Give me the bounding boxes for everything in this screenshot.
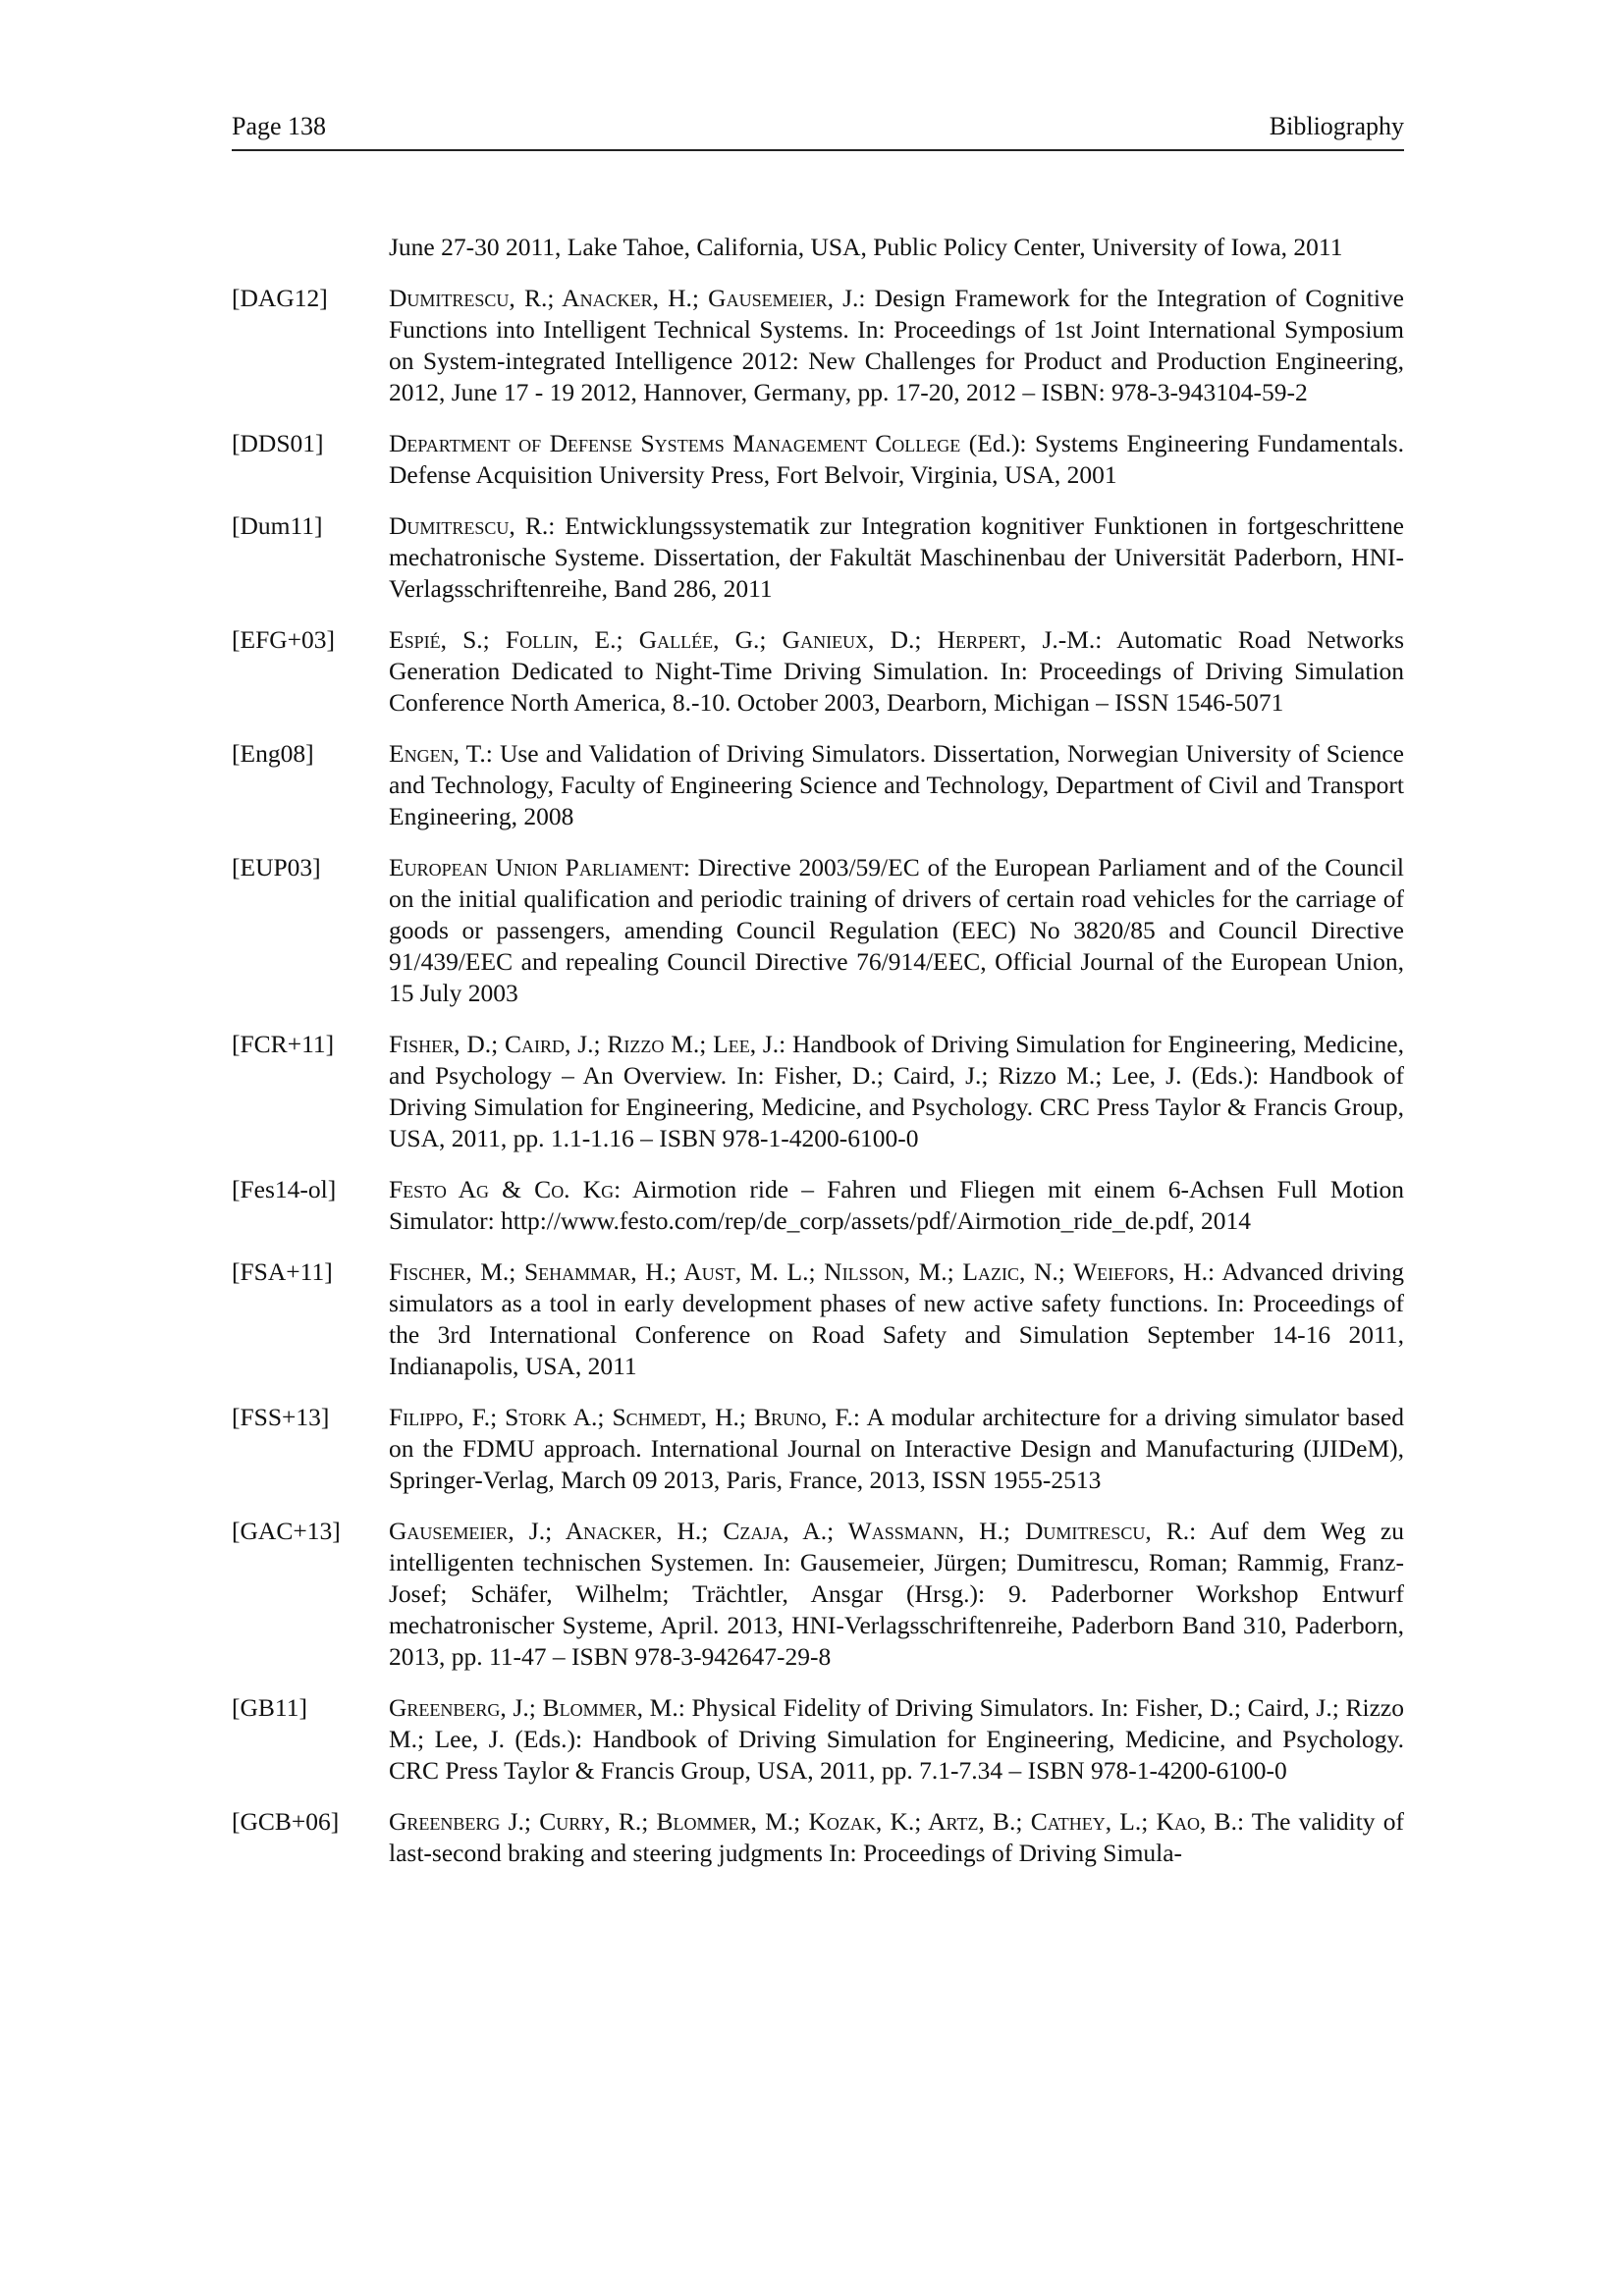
citation-text [389,852,1404,1009]
citation-key: [Fes14-ol] [232,1175,337,1203]
citation-body: : Airmotion ride – Fahren und Fliegen mit einem 6-Achsen Full Motion Simulator: http://www.festo.com/rep/de_corp/assets/pdf/Airmotion_ride_de.pdf, 2014 [389,1175,1404,1235]
bibliography-entry [232,1692,1404,1787]
citation-key: [GB11] [232,1693,307,1722]
citation-body: June 27-30 2011, Lake Tahoe, California, USA, Public Policy Center, University of Iowa, 2011 [389,233,1343,261]
citation-body: : Design Framework for the Integration of Cognitive Functions into Intelligent Technical Systems. In: Proceedings of 1st Joint International Symposium on System-integrated Intelligence 2012: New Challenges for Product and Production Engineering, 2012, June 17 - 19 2012, Hannover, Germany, pp. 17-20, 2012 – ISBN: 978-3-943104-59-2 [389,284,1404,406]
citation-text [389,1692,1404,1787]
citation-body: : Auf dem Weg zu intelligenten technischen Systemen. In: Gausemeier, Jürgen; Dumitrescu, Roman; Rammig, Franz-Josef; Schäfer, Wilhelm; Trächtler, Ansgar (Hrsg.): 9. Paderborner Workshop Entwurf mechatronischer Systeme, April. 2013, HNI-Verlagsschriftenreihe, Paderborn Band 310, Paderborn, 2013, pp. 11-47 – ISBN 978-3-942647-29-8 [389,1517,1404,1671]
citation-authors: Engen, T. [389,739,486,768]
bibliography-entry [232,624,1404,719]
citation-authors: Filippo, F.; Stork A.; Schmedt, H.; Bruno, F. [389,1403,853,1431]
citation-body: : Directive 2003/59/EC of the European Parliament and of the Council on the initial qualification and periodic training of drivers of certain road vehicles for the carriage of goods or passengers, amending Council Regulation (EEC) No 3820/85 and Council Directive 91/439/EEC and repealing Council Directive 76/914/EEC, Official Journal of the European Union, 15 July 2003 [389,853,1404,1007]
bibliography-entry [232,1029,1404,1154]
citation-key: [DAG12] [232,284,328,312]
bibliography-entry [232,428,1404,491]
citation-body: : Entwicklungssystematik zur Integration kognitiver Funktionen in fortgeschrittene mechatronische Systeme. Dissertation, der Fakultät Maschinenbau der Universität Paderborn, HNI-Verlagsschriftenreihe, Band 286, 2011 [389,511,1404,603]
citation-body: (Ed.): Systems Engineering Fundamentals. Defense Acquisition University Press, Fort Belvoir, Virginia, USA, 2001 [389,429,1404,489]
citation-authors: Fisher, D.; Caird, J.; Rizzo M.; Lee, J. [389,1030,780,1058]
bibliography-entry [232,510,1404,605]
citation-text [389,1402,1404,1496]
bibliography-entry [232,283,1404,408]
citation-key: [Dum11] [232,511,323,540]
citation-key: [EFG+03] [232,625,336,654]
bibliography-entry [232,1806,1404,1869]
citation-authors: Greenberg J.; Curry, R.; Blommer, M.; Kozak, K.; Artz, B.; Cathey, L.; Kao, B. [389,1807,1237,1836]
citation-body: : The validity of last-second braking and steering judgments In: Proceedings of Driving Simula- [389,1807,1405,1867]
citation-body: : A modular architecture for a driving simulator based on the FDMU approach. International Journal on Interactive Design and Manufacturing (IJIDeM), Springer-Verlag, March 09 2013, Paris, France, 2013, ISSN 1955-2513 [389,1403,1404,1494]
citation-text [389,428,1404,491]
citation-authors: Dumitrescu, R. [389,511,549,540]
bibliography-list [232,232,1404,1889]
citation-authors: Fischer, M.; Sehammar, H.; Aust, M. L.; Nilsson, M.; Lazic, N.; Weiefors, H. [389,1257,1208,1286]
citation-body: : Automatic Road Networks Generation Dedicated to Night-Time Driving Simulation. In: Proceedings of Driving Simulation Conference North America, 8.-10. October 2003, Dearborn, Michigan – ISSN 1546-5071 [389,625,1405,717]
bibliography-entry [232,738,1404,832]
citation-text [389,1256,1404,1382]
citation-authors: European Union Parliament [389,853,683,881]
citation-authors: Dumitrescu, R.; Anacker, H.; Gausemeier, J. [389,284,859,312]
citation-body: : Use and Validation of Driving Simulators. Dissertation, Norwegian University of Science and Technology, Faculty of Engineering Science and Technology, Department of Civil and Transport Engineering, 2008 [389,739,1404,830]
citation-authors: Festo Ag & Co. Kg [389,1175,615,1203]
citation-text [389,283,1404,408]
citation-key: [DDS01] [232,429,324,457]
citation-body: : Physical Fidelity of Driving Simulators. In: Fisher, D.; Caird, J.; Rizzo M.; Lee, J. (Eds.): Handbook of Driving Simulation for Engineering, Medicine, and Psychology. CRC Press Taylor & Francis Group, USA, 2011, pp. 7.1-7.34 – ISBN 978-1-4200-6100-0 [389,1693,1404,1785]
bibliography-entry [232,852,1404,1009]
bibliography-entry [232,1402,1404,1496]
citation-authors: Greenberg, J.; Blommer, M. [389,1693,678,1722]
citation-authors: Gausemeier, J.; Anacker, H.; Czaja, A.; Waßmann, H.; Dumitrescu, R. [389,1517,1190,1545]
bibliography-entry [232,1174,1404,1237]
citation-key: [FSS+13] [232,1403,330,1431]
citation-key: [GAC+13] [232,1517,341,1545]
bibliography-entry [232,1256,1404,1382]
citation-key: [FSA+11] [232,1257,333,1286]
page-number: Page 138 [232,112,327,140]
citation-text [389,1516,1404,1673]
citation-key: [FCR+11] [232,1030,335,1058]
citation-text [389,1806,1404,1869]
citation-text [389,624,1404,719]
citation-text [389,1029,1404,1154]
citation-key: [Eng08] [232,739,314,768]
citation-key: [EUP03] [232,853,321,881]
citation-text [389,232,1404,263]
bibliography-entry [232,232,1404,263]
citation-key: [GCB+06] [232,1807,340,1836]
section-title: Bibliography [1269,112,1404,140]
bibliography-entry [232,1516,1404,1673]
citation-authors: Espié, S.; Follin, E.; Gallée, G.; Ganieux, D.; Herpert, J.-M. [389,625,1096,654]
citation-body: : Advanced driving simulators as a tool in early development phases of new active safety functions. In: Proceedings of the 3rd International Conference on Road Safety and Simulation September 14-16 2011, Indianapolis, USA, 2011 [389,1257,1404,1380]
citation-text [389,1174,1404,1237]
citation-text [389,510,1404,605]
citation-authors: Department of Defense Systems Management College [389,429,961,457]
page-header [232,106,1404,151]
citation-body: : Handbook of Driving Simulation for Engineering, Medicine, and Psychology – An Overview. In: Fisher, D.; Caird, J.; Rizzo M.; Lee, J. (Eds.): Handbook of Driving Simulation for Engineering, Medicine, and Psychology. CRC Press Taylor & Francis Group, USA, 2011, pp. 1.1-1.16 – ISBN 978-1-4200-6100-0 [389,1030,1404,1152]
citation-text [389,738,1404,832]
